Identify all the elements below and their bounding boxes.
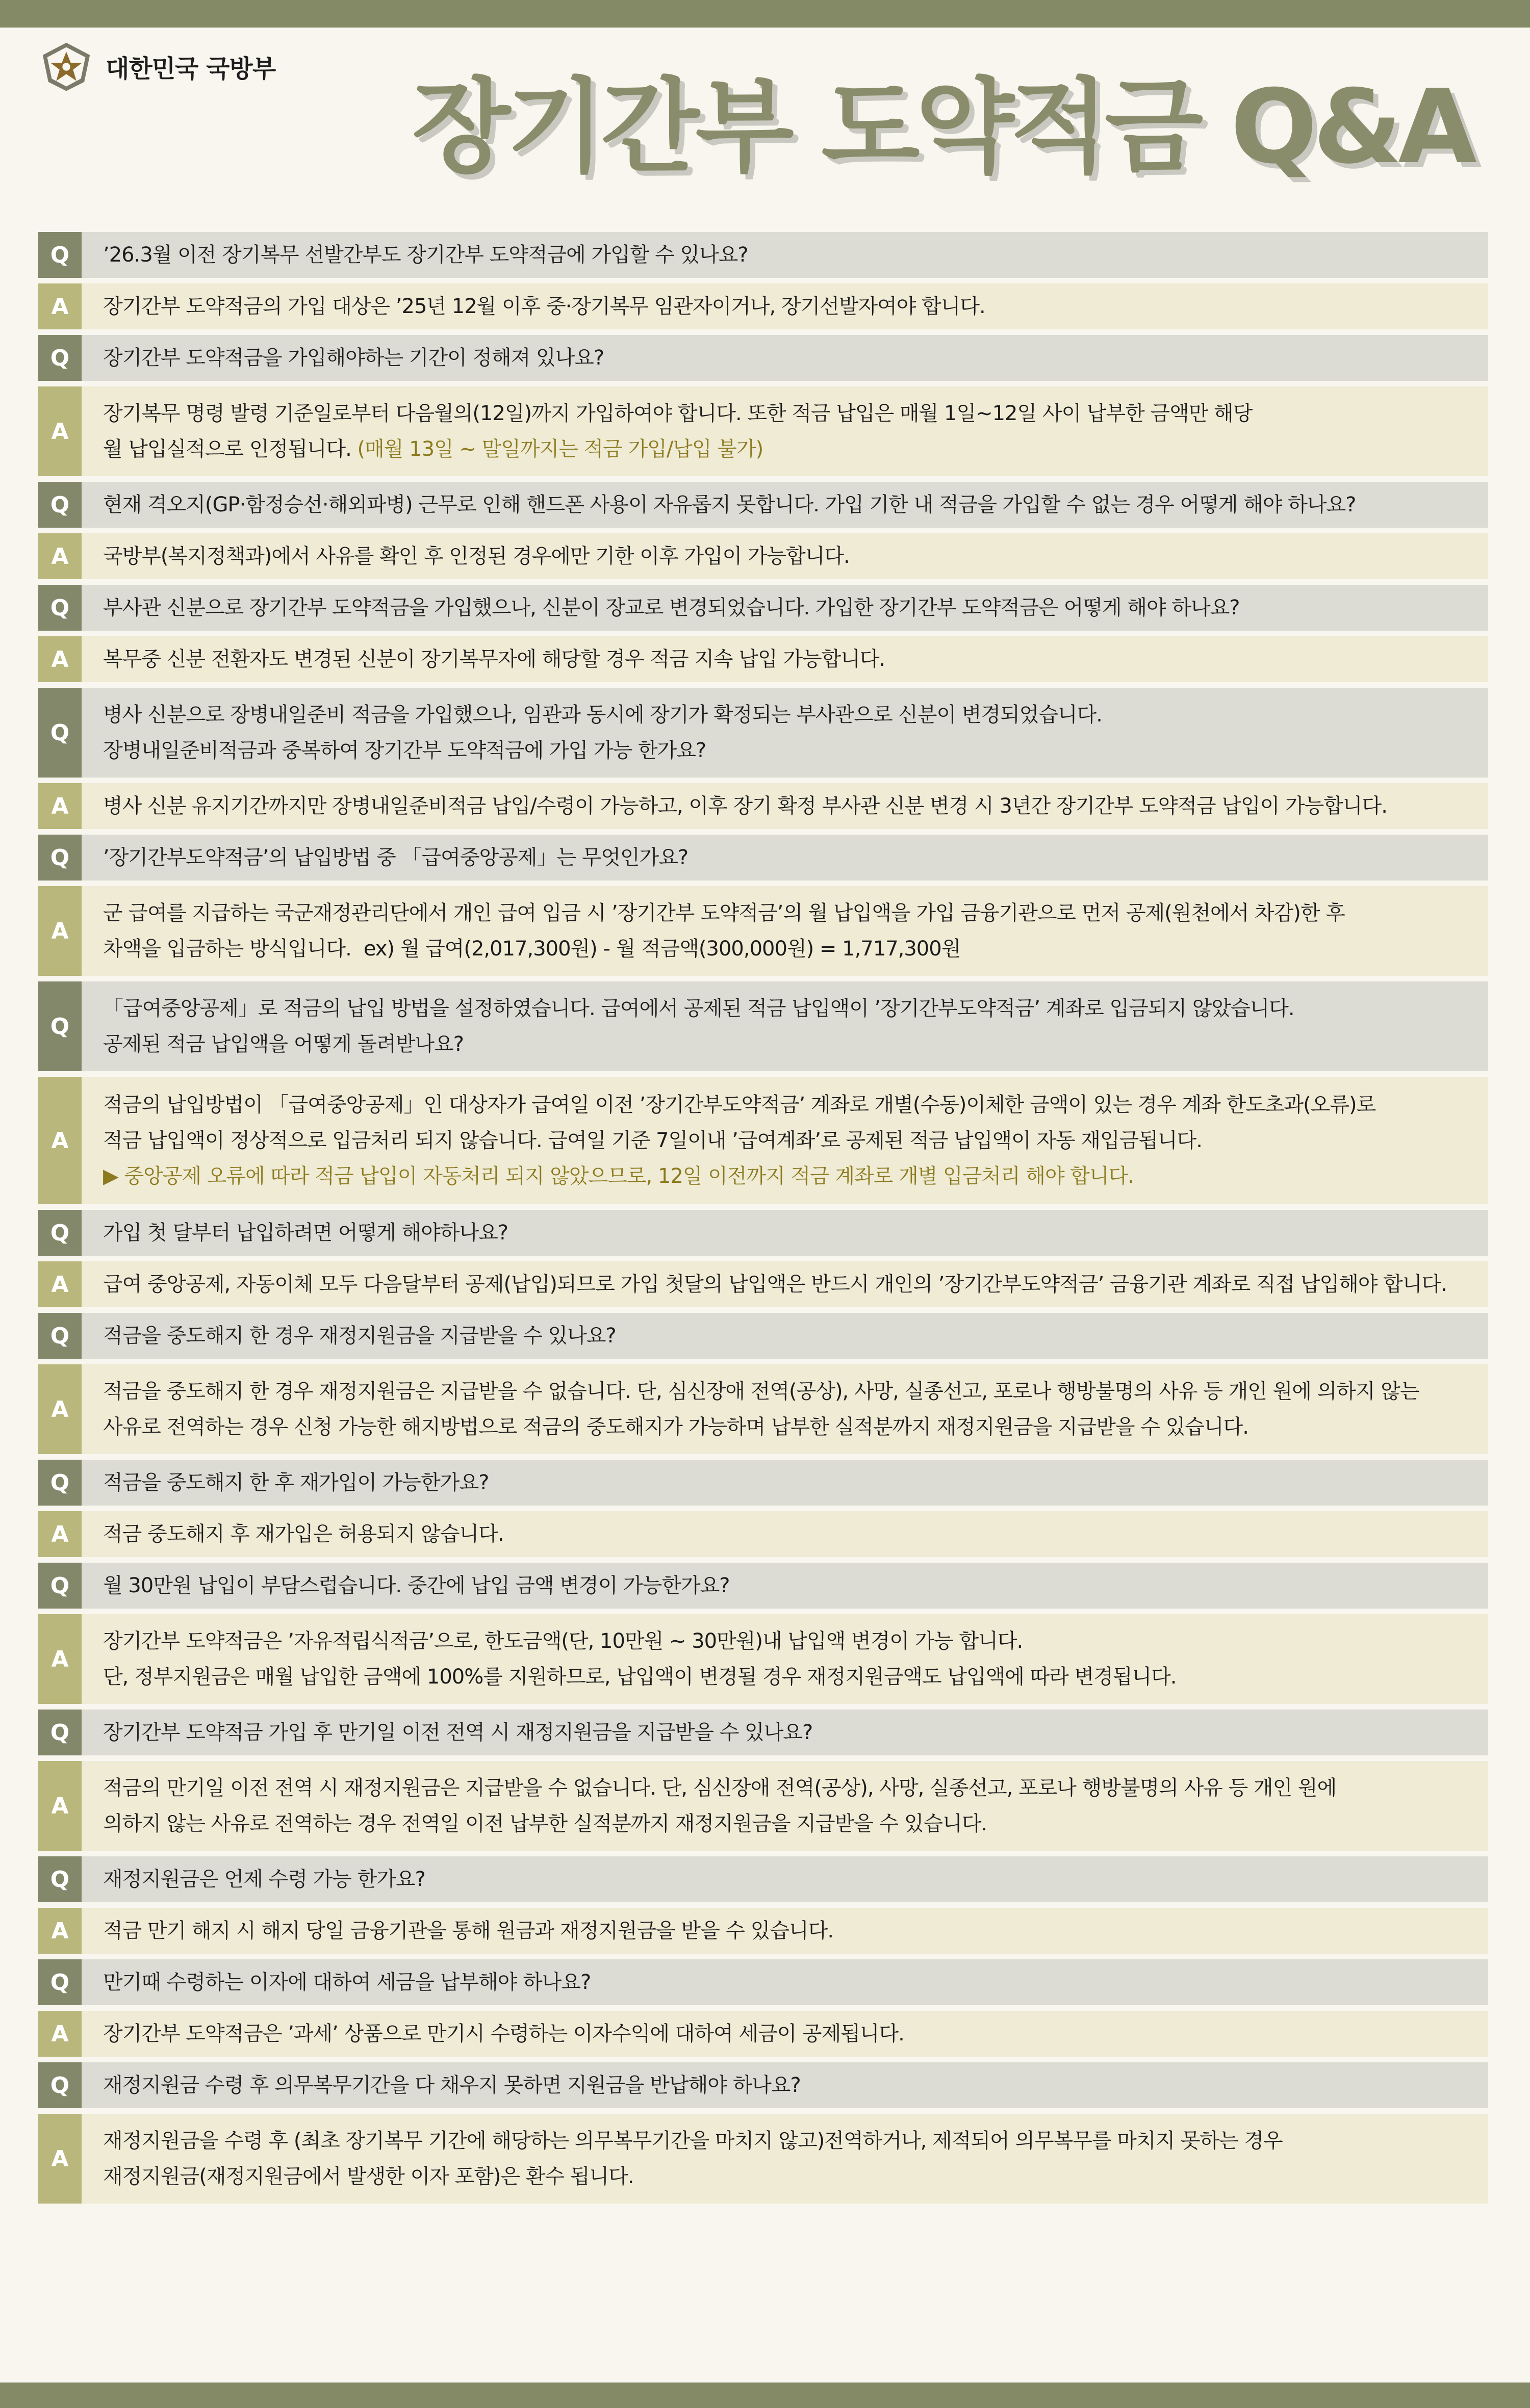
question-row (38, 1460, 1488, 1506)
question-row (38, 482, 1488, 528)
answer-row (38, 533, 1488, 579)
question-row (38, 1313, 1488, 1359)
a-badge: A (38, 533, 82, 579)
a-badge: A (38, 636, 82, 682)
a-badge: A (38, 1511, 82, 1557)
question-text: 부사관 신분으로 장기간부 도약적금을 가입했으나, 신분이 장교로 변경되었습니다. 가입한 장기간부 도약적금은 어떻게 해야 하나요? (82, 585, 1488, 631)
answer-row (38, 783, 1488, 829)
answer-row (38, 1614, 1488, 1704)
a-badge: A (38, 1077, 82, 1204)
answer-row (38, 1261, 1488, 1307)
qa-list (38, 232, 1488, 2209)
q-badge: Q (38, 835, 82, 881)
question-text: 병사 신분으로 장병내일준비 적금을 가입했으나, 임관과 동시에 장기가 확정되는 부사관으로 신분이 변경되었습니다. 장병내일준비적금과 중복하여 장기간부 도약적금에 가입 가능 한가요? (82, 688, 1488, 778)
question-row (38, 1856, 1488, 1902)
answer-text: 적금을 중도해지 한 경우 재정지원금은 지급받을 수 없습니다. 단, 심신장애 전역(공상), 사망, 실종선고, 포로나 행방불명의 사유 등 개인 원에 의하지 않는 사유로 전역하는 경우 신청 가능한 해지방법으로 적금의 중도해지가 가능하며 납부한 실적분까지 재정지원금을 지급받을 수 있습니다. (82, 1364, 1488, 1454)
answer-row (38, 1511, 1488, 1557)
question-text: 장기간부 도약적금을 가입해야하는 기간이 정해져 있나요? (82, 335, 1488, 381)
a-badge: A (38, 283, 82, 329)
answer-text: 적금의 만기일 이전 전역 시 재정지원금은 지급받을 수 없습니다. 단, 심신장애 전역(공상), 사망, 실종선고, 포로나 행방불명의 사유 등 개인 원에 의하지 않는 사유로 전역하는 경우 전역일 이전 납부한 실적분까지 재정지원금을 지급받을 수 있습니다. (82, 1761, 1488, 1851)
answer-row (38, 2011, 1488, 2057)
a-badge: A (38, 886, 82, 976)
question-row (38, 2062, 1488, 2108)
q-badge: Q (38, 1710, 82, 1755)
answer-row (38, 636, 1488, 682)
a-badge: A (38, 1614, 82, 1704)
question-row (38, 1710, 1488, 1755)
question-row (38, 1959, 1488, 2005)
answer-row (38, 886, 1488, 976)
q-badge: Q (38, 585, 82, 631)
answer-text: 장기간부 도약적금은 ’자유적립식적금’으로, 한도금액(단, 10만원 ~ 30만원)내 납입액 변경이 가능 합니다. 단, 정부지원금은 매월 납입한 금액에 100%를 지원하므로, 납입액이 변경될 경우 재정지원금액도 납입액에 따라 변경됩니다. (82, 1614, 1488, 1704)
question-text: 현재 격오지(GP·함정승선·해외파병) 근무로 인해 핸드폰 사용이 자유롭지 못합니다. 가입 기한 내 적금을 가입할 수 없는 경우 어떻게 해야 하나요? (82, 482, 1488, 528)
question-row (38, 1210, 1488, 1256)
answer-text: 국방부(복지정책과)에서 사유를 확인 후 인정된 경우에만 기한 이후 가입이 가능합니다. (82, 533, 1488, 579)
answer-text: 복무중 신분 전환자도 변경된 신분이 장기복무자에 해당할 경우 적금 지속 납입 가능합니다. (82, 636, 1488, 682)
answer-text: 적금 중도해지 후 재가입은 허용되지 않습니다. (82, 1511, 1488, 1557)
answer-row (38, 2114, 1488, 2204)
q-badge: Q (38, 981, 82, 1071)
answer-text: 장기간부 도약적금은 ’과세’ 상품으로 만기시 수령하는 이자수익에 대하여 세금이 공제됩니다. (82, 2011, 1488, 2057)
q-badge: Q (38, 1313, 82, 1359)
answer-text: 군 급여를 지급하는 국군재정관리단에서 개인 급여 입금 시 ’장기간부 도약적금’의 월 납입액을 가입 금융기관으로 먼저 공제(원천에서 차감)한 후 차액을 입금하는 방식입니다. ex) 월 급여(2,017,300원) - 월 적금액(300,000원) = 1,717,300원 (82, 886, 1488, 976)
question-row (38, 335, 1488, 381)
question-text: 재정지원금은 언제 수령 가능 한가요? (82, 1856, 1488, 1902)
question-text: 적금을 중도해지 한 후 재가입이 가능한가요? (82, 1460, 1488, 1506)
question-text: 「급여중앙공제」로 적금의 납입 방법을 설정하였습니다. 급여에서 공제된 적금 납입액이 ’장기간부도약적금’ 계좌로 입금되지 않았습니다. 공제된 적금 납입액을 어떻게 돌려받나요? (82, 981, 1488, 1071)
answer-text: 급여 중앙공제, 자동이체 모두 다음달부터 공제(납입)되므로 가입 첫달의 납입액은 반드시 개인의 ’장기간부도약적금’ 금융기관 계좌로 직접 납입해야 합니다. (82, 1261, 1488, 1307)
answer-row (38, 1908, 1488, 1954)
question-row (38, 688, 1488, 778)
q-badge: Q (38, 482, 82, 528)
q-badge: Q (38, 1210, 82, 1256)
bottom-band (0, 2383, 1530, 2408)
question-row (38, 1563, 1488, 1609)
q-badge: Q (38, 1959, 82, 2005)
question-row (38, 981, 1488, 1071)
answer-row (38, 386, 1488, 476)
question-text: ’장기간부도약적금’의 납입방법 중 「급여중앙공제」는 무엇인가요? (82, 835, 1488, 881)
q-badge: Q (38, 232, 82, 278)
answer-text: 장기복무 명령 발령 기준일로부터 다음월의(12일)까지 가입하여야 합니다. 또한 적금 납입은 매월 1일~12일 사이 납부한 금액만 해당 월 납입실적으로 인정됩니다. (매월 13일 ~ 말일까지는 적금 가입/납입 불가) (82, 386, 1488, 476)
q-badge: Q (38, 335, 82, 381)
answer-text: 장기간부 도약적금의 가입 대상은 ’25년 12월 이후 중·장기복무 임관자이거나, 장기선발자여야 합니다. (82, 283, 1488, 329)
answer-text: 재정지원금을 수령 후 (최초 장기복무 기간에 해당하는 의무복무기간을 마치지 않고)전역하거나, 제적되어 의무복무를 마치지 못하는 경우 재정지원금(재정지원금에서 발생한 이자 포함)은 환수 됩니다. (82, 2114, 1488, 2204)
q-badge: Q (38, 1856, 82, 1902)
a-badge: A (38, 2011, 82, 2057)
question-text: 적금을 중도해지 한 경우 재정지원금을 지급받을 수 있나요? (82, 1313, 1488, 1359)
page-title: 장기간부 도약적금 Q&A (412, 68, 1473, 187)
org-name: 대한민국 국방부 (106, 54, 276, 83)
question-row (38, 585, 1488, 631)
answer-row (38, 1077, 1488, 1204)
answer-text: 적금 만기 해지 시 해지 당일 금융기관을 통해 원금과 재정지원금을 받을 수 있습니다. (82, 1908, 1488, 1954)
answer-row (38, 283, 1488, 329)
highlight-text: (매월 13일 ~ 말일까지는 적금 가입/납입 불가) (357, 437, 763, 461)
question-text: ’26.3월 이전 장기복무 선발간부도 장기간부 도약적금에 가입할 수 있나요? (82, 232, 1488, 278)
question-text: 장기간부 도약적금 가입 후 만기일 이전 전역 시 재정지원금을 지급받을 수 있나요? (82, 1710, 1488, 1755)
logo (38, 38, 275, 94)
q-badge: Q (38, 1460, 82, 1506)
question-row (38, 835, 1488, 881)
ministry-emblem-icon (38, 38, 94, 94)
a-badge: A (38, 1261, 82, 1307)
a-badge: A (38, 1364, 82, 1454)
question-text: 월 30만원 납입이 부담스럽습니다. 중간에 납입 금액 변경이 가능한가요? (82, 1563, 1488, 1609)
top-band (0, 0, 1530, 28)
answer-text: 적금의 납입방법이 「급여중앙공제」인 대상자가 급여일 이전 ’장기간부도약적금’ 계좌로 개별(수동)이체한 금액이 있는 경우 계좌 한도초과(오류)로 적금 납입액이 정상적으로 입금처리 되지 않습니다. 급여일 기준 7일이내 ’급여계좌’로 공제된 적금 납입액이 자동 재입금됩니다. ▶ 중앙공제 오류에 따라 적금 납입이 자동처리 되지 않았으므로, 12일 이전까지 적금 계좌로 개별 입금처리 해야 합니다. (82, 1077, 1488, 1204)
a-badge: A (38, 1761, 82, 1851)
answer-row (38, 1364, 1488, 1454)
question-text: 만기때 수령하는 이자에 대하여 세금을 납부해야 하나요? (82, 1959, 1488, 2005)
question-row (38, 232, 1488, 278)
q-badge: Q (38, 2062, 82, 2108)
question-text: 가입 첫 달부터 납입하려면 어떻게 해야하나요? (82, 1210, 1488, 1256)
question-text: 재정지원금 수령 후 의무복무기간을 다 채우지 못하면 지원금을 반납해야 하나요? (82, 2062, 1488, 2108)
a-badge: A (38, 1908, 82, 1954)
a-badge: A (38, 783, 82, 829)
a-badge: A (38, 2114, 82, 2204)
answer-text: 병사 신분 유지기간까지만 장병내일준비적금 납입/수령이 가능하고, 이후 장기 확정 부사관 신분 변경 시 3년간 장기간부 도약적금 납입이 가능합니다. (82, 783, 1488, 829)
q-badge: Q (38, 688, 82, 778)
answer-row (38, 1761, 1488, 1851)
highlight-text: ▶ 중앙공제 오류에 따라 적금 납입이 자동처리 되지 않았으므로, 12일 이전까지 적금 계좌로 개별 입금처리 해야 합니다. (103, 1164, 1134, 1188)
q-badge: Q (38, 1563, 82, 1609)
a-badge: A (38, 386, 82, 476)
